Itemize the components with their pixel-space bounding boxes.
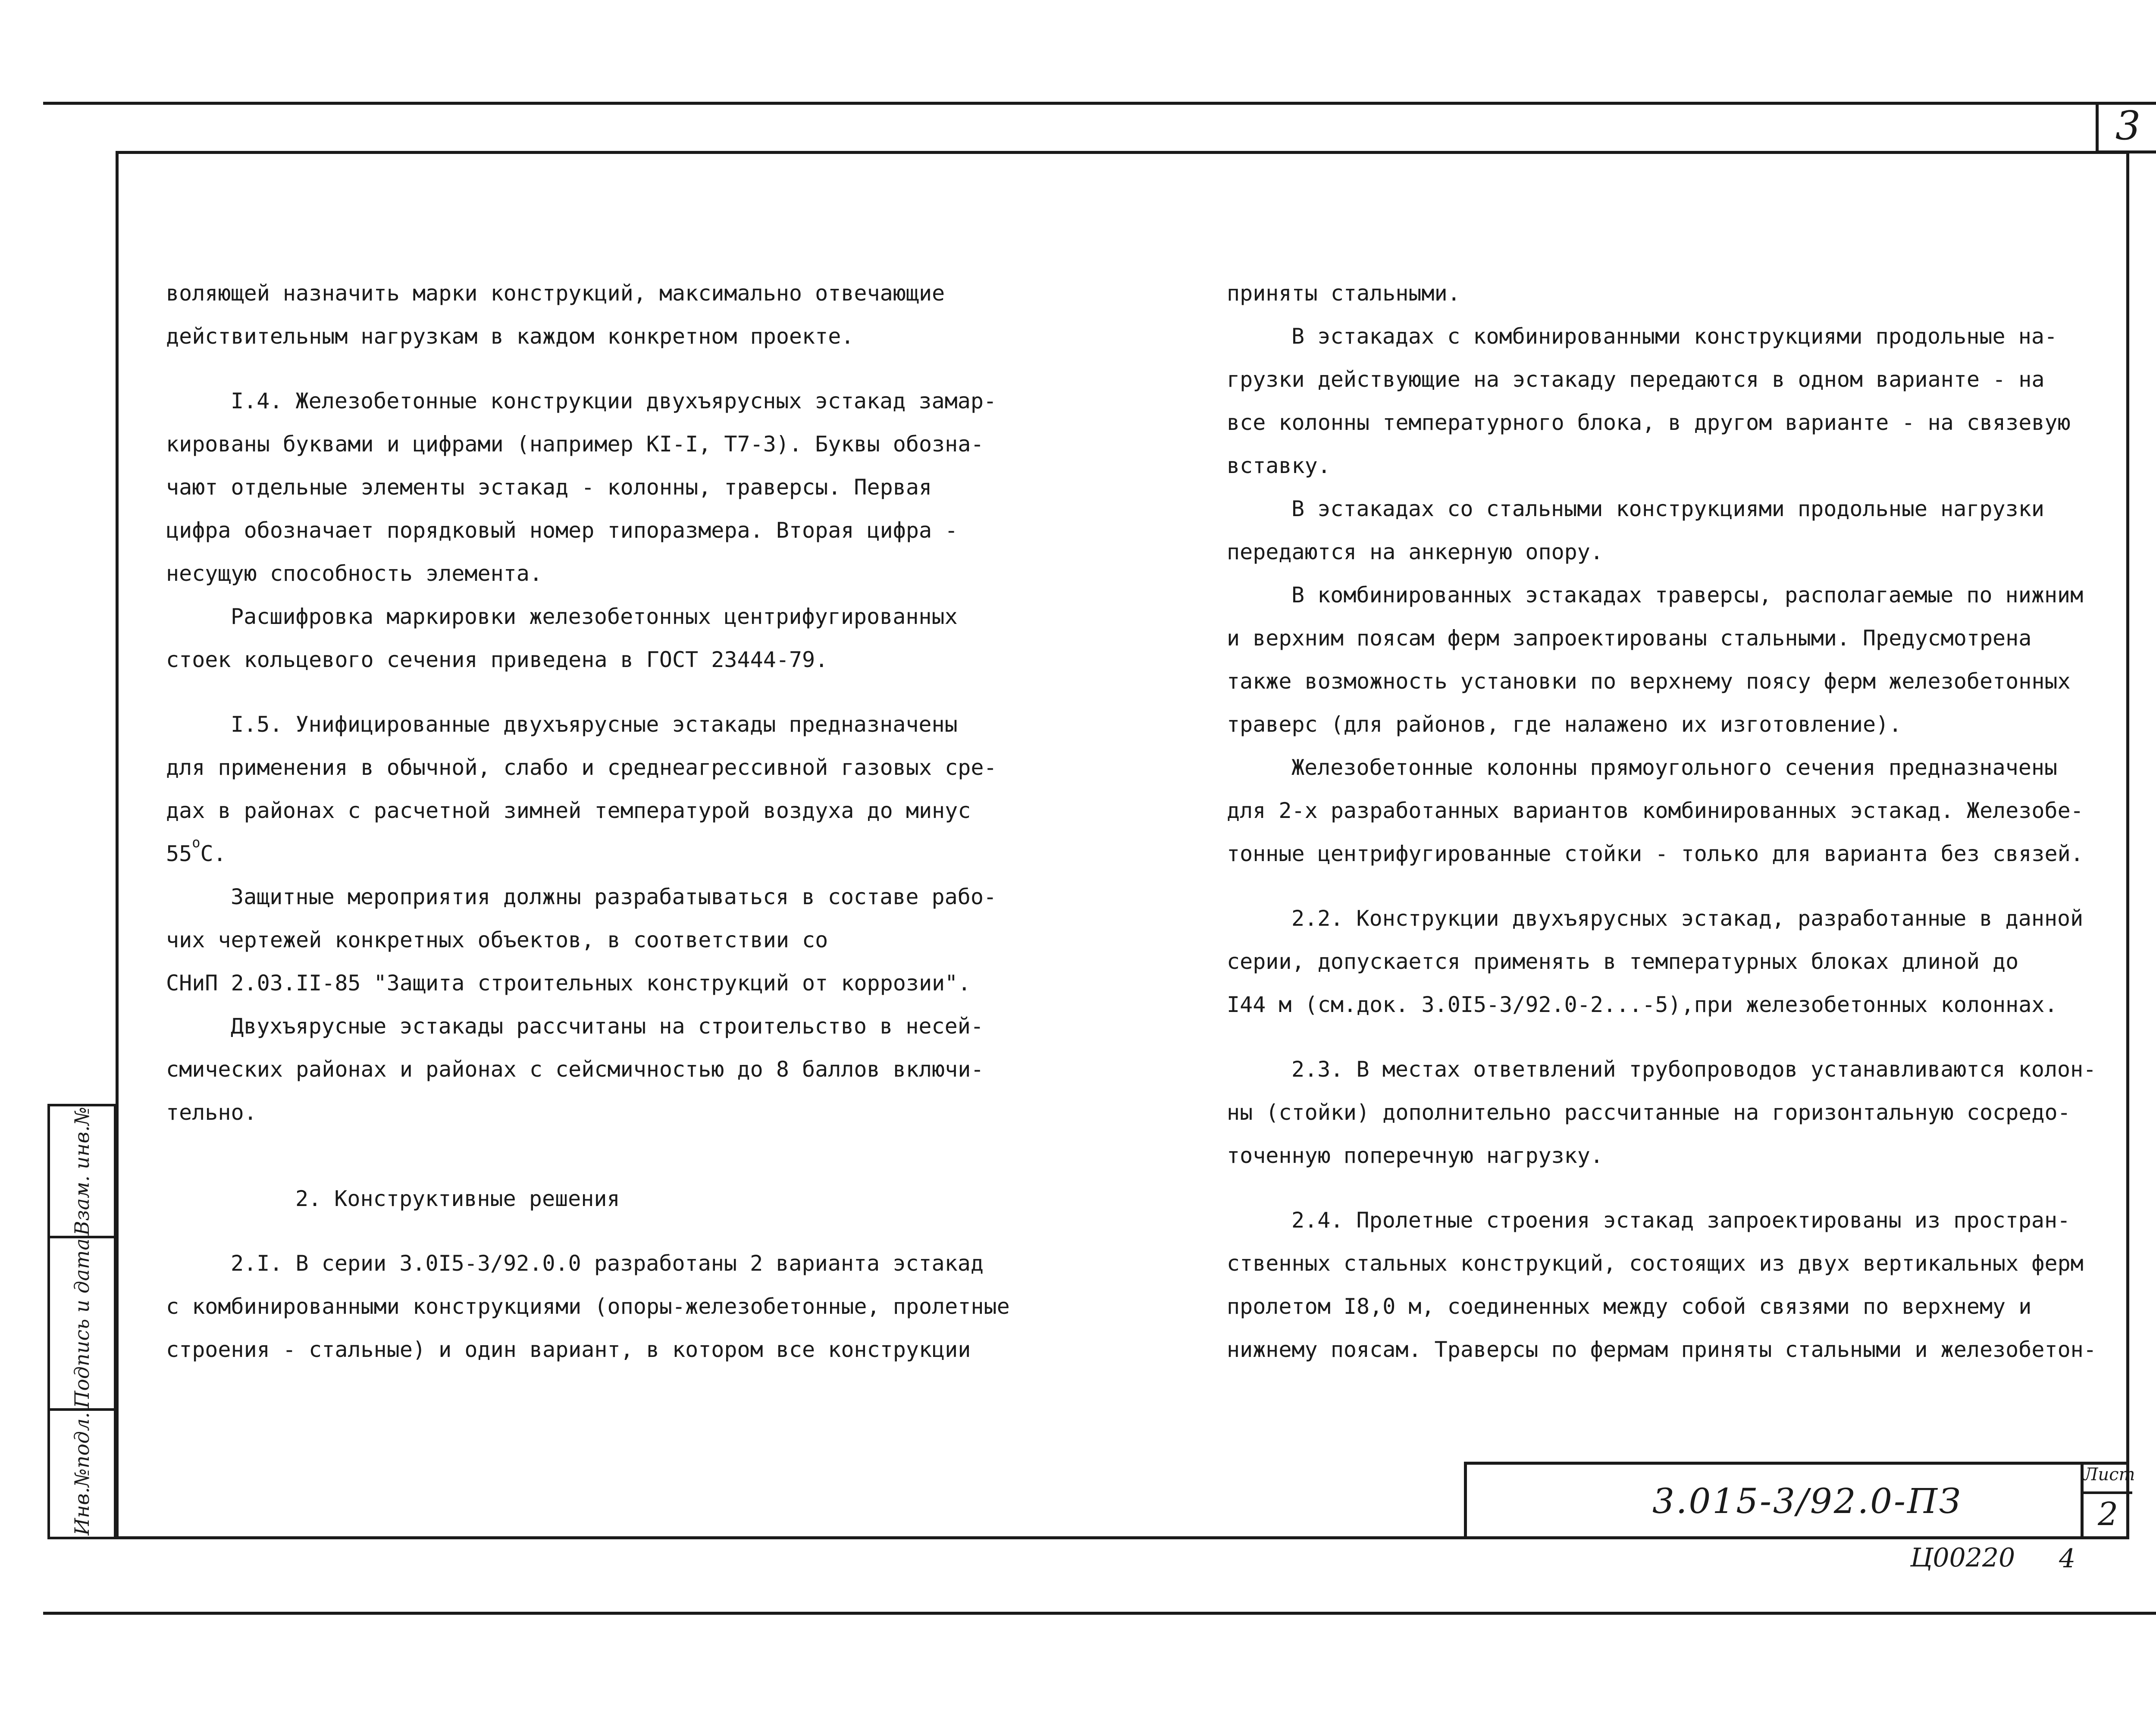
text-line: для применения в обычной, слабо и среднеагрессивной газовых сре- [166,755,997,780]
text-line: кированы буквами и цифрами (например КI-I, Т7-3). Буквы обозна- [166,432,984,457]
sheet-cell [2081,1465,2135,1539]
text-line: чают отдельные элементы эстакад - колонны, траверсы. Первая [166,475,932,500]
text-line: несущую способность элемента. [166,561,542,586]
text-line: ны (стойки) дополнительно рассчитанные на горизонтальную сосредо- [1227,1100,2071,1125]
right-column [1227,272,2096,1371]
paragraph-gap [166,1220,1010,1242]
paragraph-first-line: I.5. Унифицированные двухъярусные эстакады предназначены [231,712,958,737]
side-stamp-cell-signature [50,1236,114,1408]
sheet-number: 2 [2097,1496,2118,1533]
text-line: траверс (для районов, где налажено их изготовление). [1227,712,1902,737]
paragraph-gap [1227,1026,2096,1048]
text-line [166,832,1010,875]
text-line: чих чертежей конкретных объектов, в соответствии со [166,927,828,952]
section-heading: 2. Конструктивные решения [295,1186,620,1211]
title-block [1464,1462,2135,1539]
paragraph-gap [166,681,1010,703]
side-stamp-signature: Подпись и дата [70,1238,94,1408]
text-line: I44 м (см.док. 3.0I5-3/92.0-2...-5),при железобетонных колоннах. [1227,992,2058,1017]
page-number-box [2096,102,2156,153]
temperature-unit: С. [200,841,226,866]
text-line: и верхним поясам ферм запроектированы стальными. Предусмотрена [1227,626,2032,651]
text-line: дах в районах с расчетной зимней температурой воздуха до минус [166,798,971,823]
text-line: также возможность установки по верхнему поясу ферм железобетонных [1227,669,2071,694]
text-line: для 2-х разработанных вариантов комбинированных эстакад. Железобе- [1227,798,2084,823]
paragraph-first-line: Защитные мероприятия должны разрабатываться в составе рабо- [231,884,997,909]
paragraph-first-line: 2.2. Конструкции двухъярусных эстакад, разработанные в данной [1291,906,2084,931]
text-line: СНиП 2.03.II-85 "Защита строительных конструкций от коррозии". [166,971,971,996]
sheet-label: Лист [2084,1465,2132,1494]
side-stamp-replace: Взам. инв.№ [70,1106,94,1236]
text-line: воляющей назначить марки конструкций, максимально отвечающие [166,281,945,306]
paragraph-first-line: В эстакадах с комбинированными конструкциями продольные на- [1291,324,2058,349]
text-line: действительным нагрузкам в каждом конкретном проекте. [166,324,854,349]
paragraph-first-line: Расшифровка маркировки железобетонных центрифугированных [231,604,958,629]
paragraph-first-line: В эстакадах со стальными конструкциями продольные нагрузки [1291,496,2044,521]
text-line: приняты стальными. [1227,281,1460,306]
paragraph-gap [166,358,1010,379]
page-number: 3 [2115,103,2141,149]
text-line: передаются на анкерную опору. [1227,539,1603,564]
paragraph-first-line: 2.3. В местах ответвлений трубопроводов устанавливаются колон- [1291,1057,2096,1082]
text-line: серии, допускается применять в температурных блоках длиной до [1227,949,2019,974]
paragraph-first-line: I.4. Железобетонные конструкции двухъярусных эстакад замар- [231,388,997,413]
paragraph-gap [1227,875,2096,897]
paragraph-gap [166,1134,1010,1156]
paragraph-first-line: Железобетонные колонны прямоугольного сечения предназначены [1291,755,2058,780]
text-line: тонные центрифугированные стойки - только для варианта без связей. [1227,841,2084,866]
paragraph-gap [166,1156,1010,1177]
text-line: нижнему поясам. Траверсы по фермам приняты стальными и железобетон- [1227,1337,2096,1362]
document-designation: 3.015-3/92.0-ПЗ [1652,1481,1962,1521]
paragraph-first-line: В комбинированных эстакадах траверсы, располагаемые по нижним [1291,583,2084,608]
text-line: строения - стальные) и один вариант, в котором все конструкции [166,1337,971,1362]
paragraph-first-line: Двухъярусные эстакады рассчитаны на строительство в несей- [231,1014,984,1039]
left-column [166,272,1010,1371]
bottom-trim-line [43,1612,2156,1615]
text-line: ственных стальных конструкций, состоящих из двух вертикальных ферм [1227,1251,2084,1276]
degree-mark: о [192,834,201,851]
text-line: вставку. [1227,453,1331,478]
text-line: тельно. [166,1100,257,1125]
text-line: все колонны температурного блока, в другом варианте - на связевую [1227,410,2071,435]
paragraph-gap [1227,1177,2096,1199]
text-line: точенную поперечную нагрузку. [1227,1143,1603,1168]
text-line: цифра обозначает порядковый номер типоразмера. Вторая цифра - [166,518,958,543]
side-stamp-cell-replace [50,1106,114,1236]
text-line: с комбинированными конструкциями (опоры-железобетонные, пролетные [166,1294,1010,1319]
text-line: смических районах и районах с сейсмичностью до 8 баллов включи- [166,1057,984,1082]
side-stamp [47,1104,116,1539]
paragraph-first-line: 2.4. Пролетные строения эстакад запроектированы из простран- [1291,1208,2071,1233]
archive-number: Ц00220 [1910,1543,2015,1573]
temperature-value: 55 [166,841,192,866]
text-line: пролетом I8,0 м, соединенных между собой связями по верхнему и [1227,1294,2032,1319]
paragraph-first-line: 2.I. В серии 3.0I5-3/92.0.0 разработаны 2 варианта эстакад [231,1251,984,1276]
archive-suffix: 4 [2059,1544,2076,1574]
text-line: стоек кольцевого сечения приведена в ГОСТ 23444-79. [166,647,828,672]
side-stamp-cell-inventory [50,1408,114,1537]
text-line: грузки действующие на эстакаду передаются в одном варианте - на [1227,367,2045,392]
side-stamp-inventory: Инв.№подл. [70,1412,94,1535]
top-trim-line [43,102,2156,105]
